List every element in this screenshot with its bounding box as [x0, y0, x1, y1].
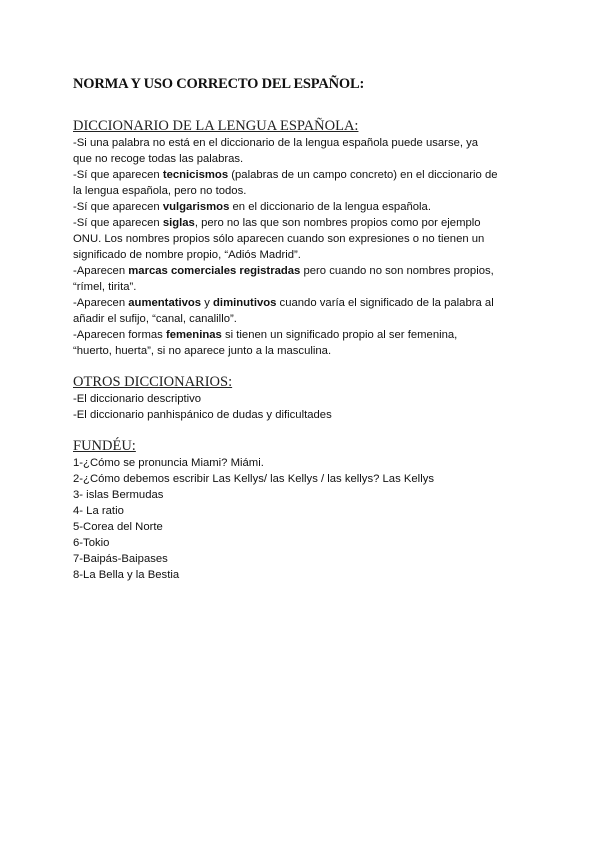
text-run: 8-La Bella y la Bestia — [73, 569, 180, 581]
text-line — [73, 407, 543, 423]
bold-term: femeninas — [165, 329, 222, 341]
text-run: ONU. Los nombres propios sólo aparecen cuando son expresiones o no tienen un — [73, 233, 485, 245]
text-line — [73, 183, 543, 199]
text-line — [73, 151, 543, 167]
bold-term: siglas — [162, 217, 195, 229]
text-run: 5-Corea del Norte — [73, 521, 163, 533]
text-run: -Aparecen — [73, 297, 129, 309]
text-line — [73, 327, 543, 343]
bold-term: diminutivos — [213, 297, 277, 309]
text-line — [73, 535, 543, 551]
bold-term: marcas comerciales registradas — [128, 265, 301, 277]
text-line — [73, 519, 543, 535]
section-heading: OTROS DICCIONARIOS: — [73, 374, 233, 390]
document-title: NORMA Y USO CORRECTO DEL ESPAÑOL: — [73, 76, 365, 92]
text-run: en el diccionario de la lengua española. — [229, 201, 431, 213]
text-line — [73, 503, 543, 519]
text-line — [73, 199, 543, 215]
text-run: “rímel, tirita”. — [73, 281, 137, 293]
text-line — [73, 391, 543, 407]
text-line — [73, 455, 543, 471]
text-run: significado de nombre propio, “Adiós Madrid”. — [73, 249, 301, 261]
bold-term: tecnicismos — [162, 169, 229, 181]
text-run: -Si una palabra no está en el diccionario de la lengua española puede usarse, ya — [73, 137, 479, 149]
text-run: -El diccionario descriptivo — [73, 393, 202, 405]
text-run: -Sí que aparecen — [73, 201, 163, 213]
text-line — [73, 247, 543, 263]
text-line — [73, 279, 543, 295]
text-run: 3- islas Bermudas — [73, 489, 164, 501]
text-run: pero cuando no son nombres propios, — [300, 265, 494, 277]
document-page — [73, 76, 543, 583]
text-run: si tienen un significado propio al ser femenina, — [221, 329, 458, 341]
text-run: cuando varía el significado de la palabra al — [276, 297, 494, 309]
bold-term: aumentativos — [128, 297, 202, 309]
text-line — [73, 471, 543, 487]
text-line — [73, 487, 543, 503]
text-run: que no recoge todas las palabras. — [73, 153, 244, 165]
text-run: -Aparecen — [73, 265, 129, 277]
bold-term: vulgarismos — [162, 201, 230, 213]
text-run: (palabras de un campo concreto) en el diccionario de — [228, 169, 498, 181]
section-heading: DICCIONARIO DE LA LENGUA ESPAÑOLA: — [73, 118, 359, 134]
text-run: 4- La ratio — [73, 505, 124, 517]
text-line — [73, 231, 543, 247]
text-run: “huerto, huerta”, si no aparece junto a la masculina. — [73, 345, 332, 357]
text-line — [73, 567, 543, 583]
text-line — [73, 167, 543, 183]
text-run: la lengua española, pero no todos. — [73, 185, 247, 197]
text-run: -El diccionario panhispánico de dudas y dificultades — [73, 409, 332, 421]
text-run: -Sí que aparecen — [73, 217, 163, 229]
text-line — [73, 551, 543, 567]
text-run: 7-Baipás-Baipases — [73, 553, 168, 565]
text-run: , pero no las que son nombres propios como por ejemplo — [194, 217, 481, 229]
text-line — [73, 215, 543, 231]
text-run: -Sí que aparecen — [73, 169, 163, 181]
text-run: 2-¿Cómo debemos escribir Las Kellys/ las Kellys / las kellys? Las Kellys — [73, 473, 435, 485]
text-run: -Aparecen formas — [73, 329, 166, 341]
text-line — [73, 135, 543, 151]
text-run: 6-Tokio — [73, 537, 110, 549]
text-run: 1-¿Cómo se pronuncia Miami? Miámi. — [73, 457, 264, 469]
text-run: y — [201, 297, 214, 309]
document-sections — [73, 117, 543, 583]
text-line — [73, 311, 543, 327]
text-run: añadir el sufijo, “canal, canalillo”. — [73, 313, 237, 325]
text-line — [73, 295, 543, 311]
text-line — [73, 263, 543, 279]
section-heading: FUNDÉU: — [73, 438, 136, 454]
text-line — [73, 343, 543, 359]
